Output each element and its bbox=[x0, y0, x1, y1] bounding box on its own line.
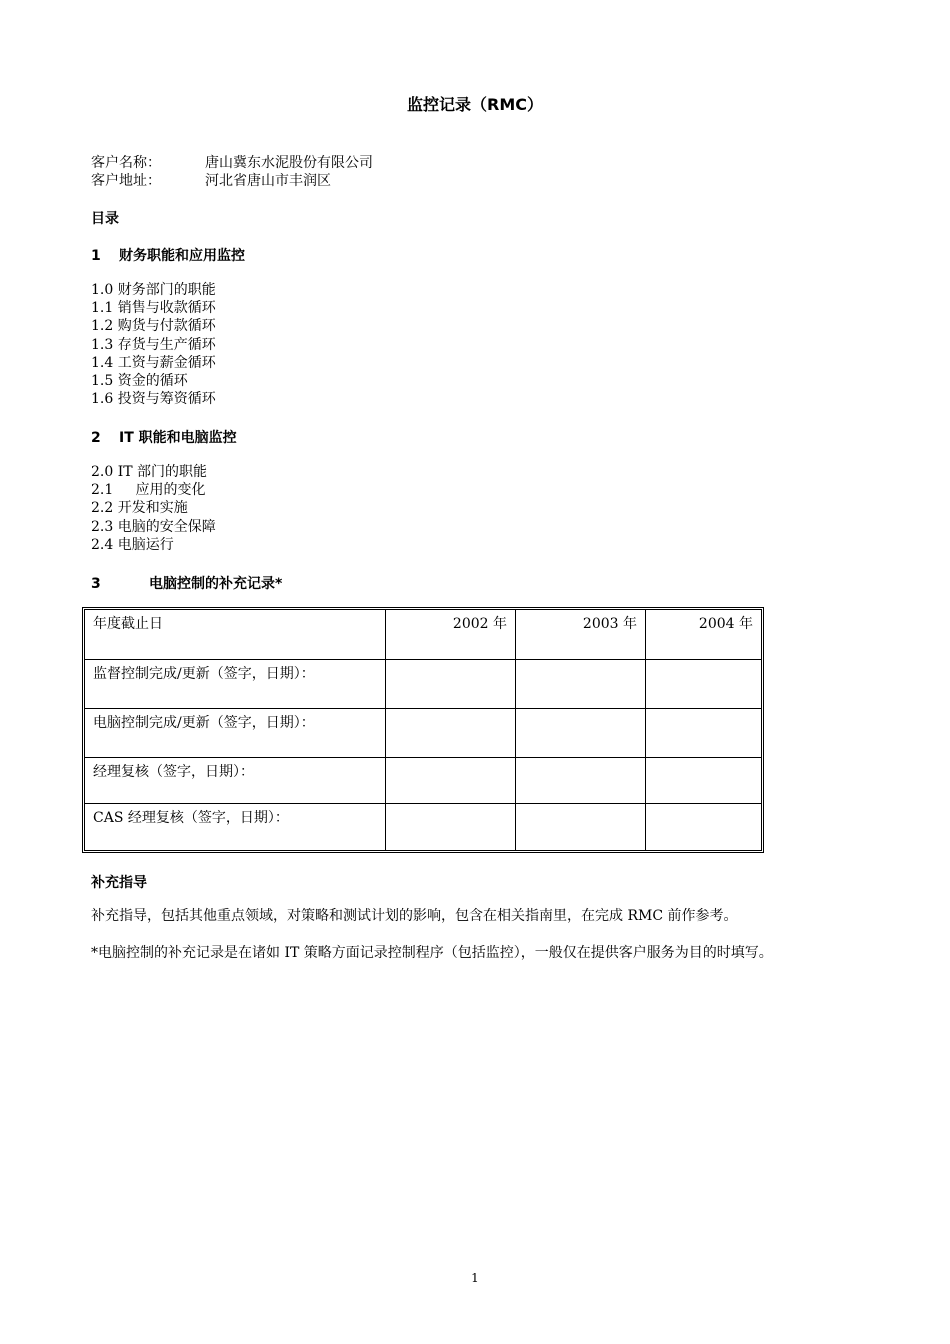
client-name-label: 客户名称： bbox=[91, 155, 161, 171]
section-2-title: IT 职能和电脑监控 bbox=[119, 430, 237, 446]
year-2002-cell: 2002 年 bbox=[386, 610, 516, 660]
row-label: CAS 经理复核（签字，日期）： bbox=[85, 804, 386, 850]
client-address-label: 客户地址： bbox=[91, 173, 161, 189]
client-address-row bbox=[91, 172, 331, 190]
row-label: 电脑控制完成/更新（签字，日期）： bbox=[85, 709, 386, 758]
signoff-cell[interactable] bbox=[386, 660, 516, 709]
section-1-title: 财务职能和应用监控 bbox=[119, 248, 245, 264]
guidance-heading: 补充指导 bbox=[91, 875, 147, 891]
toc-item: 2.1 应用的变化 bbox=[91, 482, 206, 499]
toc-item: 1.1 销售与收款循环 bbox=[91, 300, 216, 317]
client-name-value: 唐山冀东水泥股份有限公司 bbox=[205, 155, 373, 171]
section-1-heading bbox=[91, 245, 245, 265]
signoff-cell[interactable] bbox=[386, 709, 516, 758]
table-row bbox=[85, 660, 761, 709]
section-3-heading bbox=[91, 573, 282, 593]
toc-item: 2.2 开发和实施 bbox=[91, 500, 188, 517]
year-2003-cell: 2003 年 bbox=[516, 610, 646, 660]
table-header-row bbox=[85, 610, 761, 660]
toc-heading: 目录 bbox=[91, 211, 119, 227]
guidance-paragraph-2: *电脑控制的补充记录是在诸如 IT 策略方面记录控制程序（包括监控），一般仅在提供客户服务为目的时填写。 bbox=[91, 945, 773, 961]
toc-item: 1.5 资金的循环 bbox=[91, 373, 188, 390]
toc-item: 1.3 存货与生产循环 bbox=[91, 336, 216, 353]
signoff-cell[interactable] bbox=[386, 758, 516, 804]
year-2004-cell: 2004 年 bbox=[646, 610, 761, 660]
table-row bbox=[85, 709, 761, 758]
toc-item: 1.4 工资与薪金循环 bbox=[91, 354, 216, 371]
section-1-number: 1 bbox=[91, 248, 101, 264]
client-address-value: 河北省唐山市丰润区 bbox=[205, 173, 331, 189]
client-name-row bbox=[91, 154, 373, 172]
toc-item: 1.6 投资与筹资循环 bbox=[91, 391, 216, 408]
guidance-paragraph-1: 补充指导，包括其他重点领域，对策略和测试计划的影响，包含在相关指南里，在完成 RMC 前作参考。 bbox=[91, 908, 738, 924]
signoff-cell[interactable] bbox=[516, 804, 646, 850]
signoff-cell[interactable] bbox=[646, 758, 761, 804]
section-3-number: 3 bbox=[91, 576, 101, 592]
section-3-title: 电脑控制的补充记录* bbox=[149, 576, 283, 592]
signoff-cell[interactable] bbox=[646, 660, 761, 709]
row-label: 经理复核（签字，日期）： bbox=[85, 758, 386, 804]
signoff-cell[interactable] bbox=[516, 660, 646, 709]
rmc-signoff-table bbox=[82, 607, 764, 853]
section-2-list bbox=[91, 463, 216, 554]
toc-item: 2.3 电脑的安全保障 bbox=[91, 518, 216, 535]
signoff-cell[interactable] bbox=[516, 709, 646, 758]
section-2-number: 2 bbox=[91, 430, 101, 446]
toc-item: 2.4 电脑运行 bbox=[91, 536, 174, 553]
row-label: 监督控制完成/更新（签字，日期）： bbox=[85, 660, 386, 709]
signoff-cell[interactable] bbox=[646, 804, 761, 850]
section-1-list bbox=[91, 281, 216, 408]
signoff-cell[interactable] bbox=[516, 758, 646, 804]
header-label-cell: 年度截止日 bbox=[85, 610, 386, 660]
table-row bbox=[85, 804, 761, 850]
signoff-cell[interactable] bbox=[386, 804, 516, 850]
toc-item: 1.0 财务部门的职能 bbox=[91, 282, 216, 298]
toc-item: 2.0 IT 部门的职能 bbox=[91, 464, 208, 480]
table-row bbox=[85, 758, 761, 804]
page-title: 监控记录（RMC） bbox=[407, 95, 543, 114]
signoff-cell[interactable] bbox=[646, 709, 761, 758]
page-number: 1 bbox=[471, 1271, 479, 1285]
section-2-heading bbox=[91, 427, 237, 447]
toc-item: 1.2 购货与付款循环 bbox=[91, 318, 216, 335]
